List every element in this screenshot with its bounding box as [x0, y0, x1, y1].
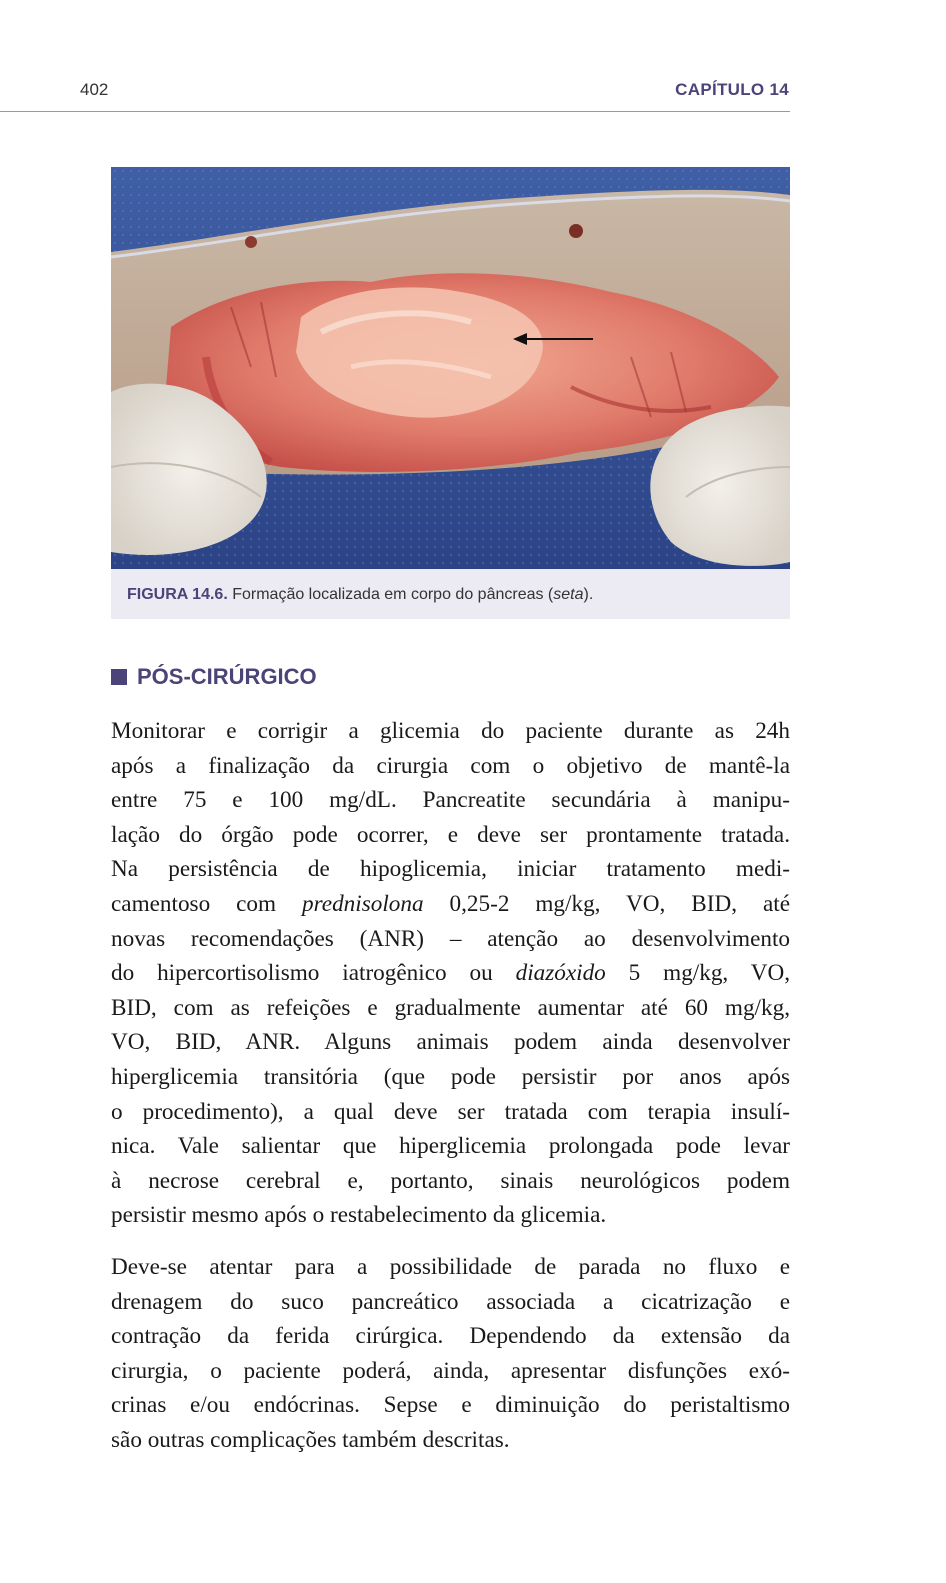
caption-text: Formação localizada em corpo do pâncreas (	[227, 586, 554, 603]
page-number: 402	[80, 80, 109, 99]
text-line: BID, com as refeições e gradualmente aumentar até 60 mg/kg,	[111, 994, 790, 1021]
text-line: após a finalização da cirurgia com o objetivo de mantê-la	[111, 752, 790, 779]
text-line: à necrose cerebral e, portanto, sinais neurológicos podem	[111, 1167, 790, 1194]
text-line: crinas e/ou endócrinas. Sepse e diminuição do peristaltismo	[111, 1392, 790, 1419]
text-line: contração da ferida cirúrgica. Dependendo da extensão da	[111, 1323, 790, 1350]
text-line: entre 75 e 100 mg/dL. Pancreatite secundária à manipu-	[111, 787, 790, 814]
paragraph	[111, 714, 790, 1233]
surgical-photo	[111, 167, 790, 569]
drug-name: prednisolona	[302, 890, 424, 917]
drug-name: diazóxido	[515, 960, 606, 987]
text-run: 5 mg/kg, VO,	[605, 960, 790, 987]
text-line: Deve-se atentar para a possibilidade de parada no fluxo e	[111, 1253, 790, 1280]
header-divider	[0, 111, 790, 112]
text-line: o procedimento), a qual deve ser tratada com terapia insulí-	[111, 1098, 790, 1125]
figure	[111, 167, 790, 619]
figure-label: FIGURA 14.6.	[127, 586, 228, 603]
text-line: hiperglicemia transitória (que pode persistir por anos após	[111, 1063, 790, 1090]
figure-caption	[111, 569, 790, 619]
text-run: camentoso com	[111, 890, 303, 917]
caption-italic: seta	[553, 586, 584, 603]
text-line: persistir mesmo após o restabelecimento da glicemia.	[111, 1202, 607, 1229]
text-run: 0,25-2 mg/kg, VO, BID, até	[423, 890, 790, 917]
body-text	[111, 714, 790, 1457]
section-title: PÓS-CIRÚRGICO	[137, 664, 317, 689]
paragraph	[111, 1250, 790, 1458]
text-line: Na persistência de hipoglicemia, iniciar tratamento medi-	[111, 856, 790, 883]
text-line	[111, 956, 790, 991]
text-line: são outras complicações também descritas.	[111, 1426, 510, 1453]
text-line: novas recomendações (ANR) – atenção ao desenvolvimento	[111, 925, 790, 952]
text-line: cirurgia, o paciente poderá, ainda, apresentar disfunções exó-	[111, 1357, 790, 1384]
text-line: Monitorar e corrigir a glicemia do paciente durante as 24h	[111, 718, 790, 744]
section-heading	[111, 664, 317, 690]
text-line: VO, BID, ANR. Alguns animais podem ainda desenvolver	[111, 1029, 790, 1056]
caption-end: ).	[583, 586, 594, 603]
text-line: lação do órgão pode ocorrer, e deve ser prontamente tratada.	[111, 821, 790, 848]
text-line	[111, 887, 790, 922]
square-bullet-icon	[111, 669, 127, 685]
text-run: do hipercortisolismo iatrogênico ou	[111, 960, 516, 987]
text-line: drenagem do suco pancreático associada a cicatrização e	[111, 1288, 790, 1315]
chapter-title: CAPÍTULO 14	[675, 80, 789, 99]
text-line: nica. Vale salientar que hiperglicemia prolongada pode levar	[111, 1133, 790, 1160]
